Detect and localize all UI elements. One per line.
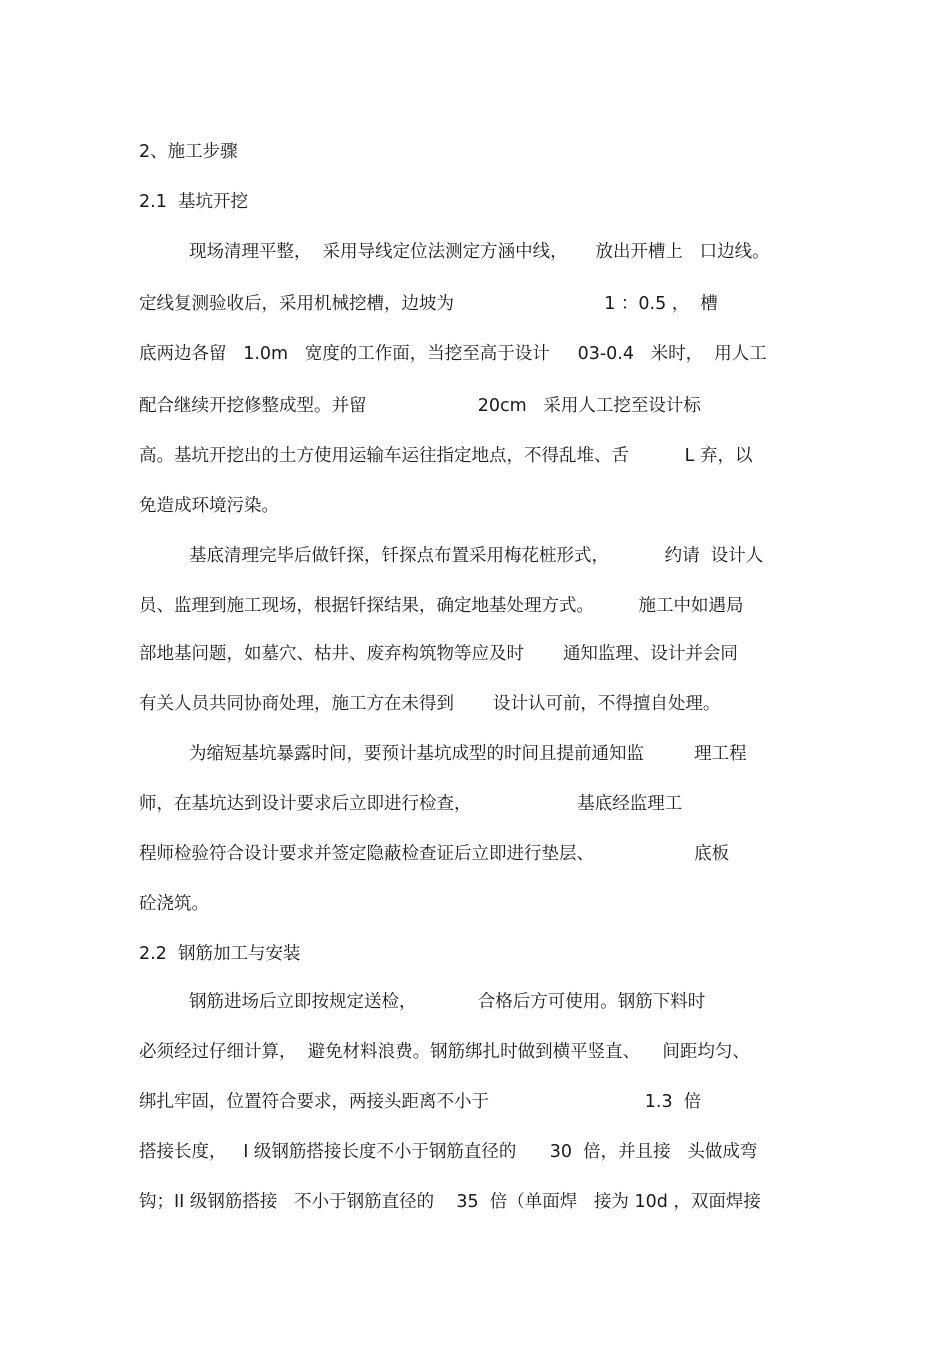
paragraph-line: 钢筋进场后立即按规定送检， 合格后方可使用。钢筋下料时 <box>189 992 706 1012</box>
section-title: 2、施工步骤 <box>139 142 238 162</box>
paragraph-line: 基底清理完毕后做钎探，钎探点布置采用梅花桩形式， 约请 设计人 <box>189 546 764 566</box>
paragraph-line: 现场清理平整， 采用导线定位法测定方涵中线， 放出开槽上 口边线。 <box>189 242 770 262</box>
paragraph-line: 免造成环境污染。 <box>139 496 279 516</box>
paragraph-line: 员、监理到施工现场，根据钎探结果，确定地基处理方式。 施工中如遇局 <box>139 596 744 616</box>
paragraph-line: 绑扎牢固，位置符合要求，两接头距离不小于 1.3 倍 <box>139 1092 702 1112</box>
paragraph-line: 配合继续开挖修整成型。并留 20cm 采用人工挖至设计标 <box>139 396 701 416</box>
subsection-title-rebar: 2.2 钢筋加工与安装 <box>139 944 301 964</box>
paragraph-line: 砼浇筑。 <box>139 894 209 914</box>
paragraph-line: 搭接长度， I 级钢筋搭接长度不小于钢筋直径的 30 倍，并且接 头做成弯 <box>139 1142 758 1162</box>
paragraph-line: 底两边各留 1.0m 宽度的工作面，当挖至高于设计 03-0.4 米时， 用人工 <box>139 344 767 364</box>
paragraph-line: 师，在基坑达到设计要求后立即进行检查， 基底经监理工 <box>139 794 683 814</box>
paragraph-line: 高。基坑开挖出的土方使用运输车运往指定地点，不得乱堆、舌 L 弃，以 <box>139 446 753 466</box>
paragraph-line: 定线复测验收后，采用机械挖槽，边坡为 1 ：0.5 ， 槽 <box>139 294 718 314</box>
paragraph-line: 部地基问题，如墓穴、枯井、废弃构筑物等应及时 通知监理、设计并会同 <box>139 644 738 664</box>
paragraph-line: 有关人员共同协商处理，施工方在未得到 设计认可前，不得擅自处理。 <box>139 694 721 714</box>
paragraph-line: 为缩短基坑暴露时间，要预计基坑成型的时间且提前通知监 理工程 <box>189 744 747 764</box>
paragraph-line: 钩；II 级钢筋搭接 不小于钢筋直径的 35 倍（单面焊 接为 10d ，双面焊接 <box>139 1192 761 1212</box>
paragraph-line: 程师检验符合设计要求并签定隐蔽检查证后立即进行垫层、 底板 <box>139 844 730 864</box>
paragraph-line: 必须经过仔细计算， 避免材料浪费。钢筋绑扎时做到横平竖直、 间距均匀、 <box>139 1042 750 1062</box>
subsection-title-excavation: 2.1 基坑开挖 <box>139 192 248 212</box>
